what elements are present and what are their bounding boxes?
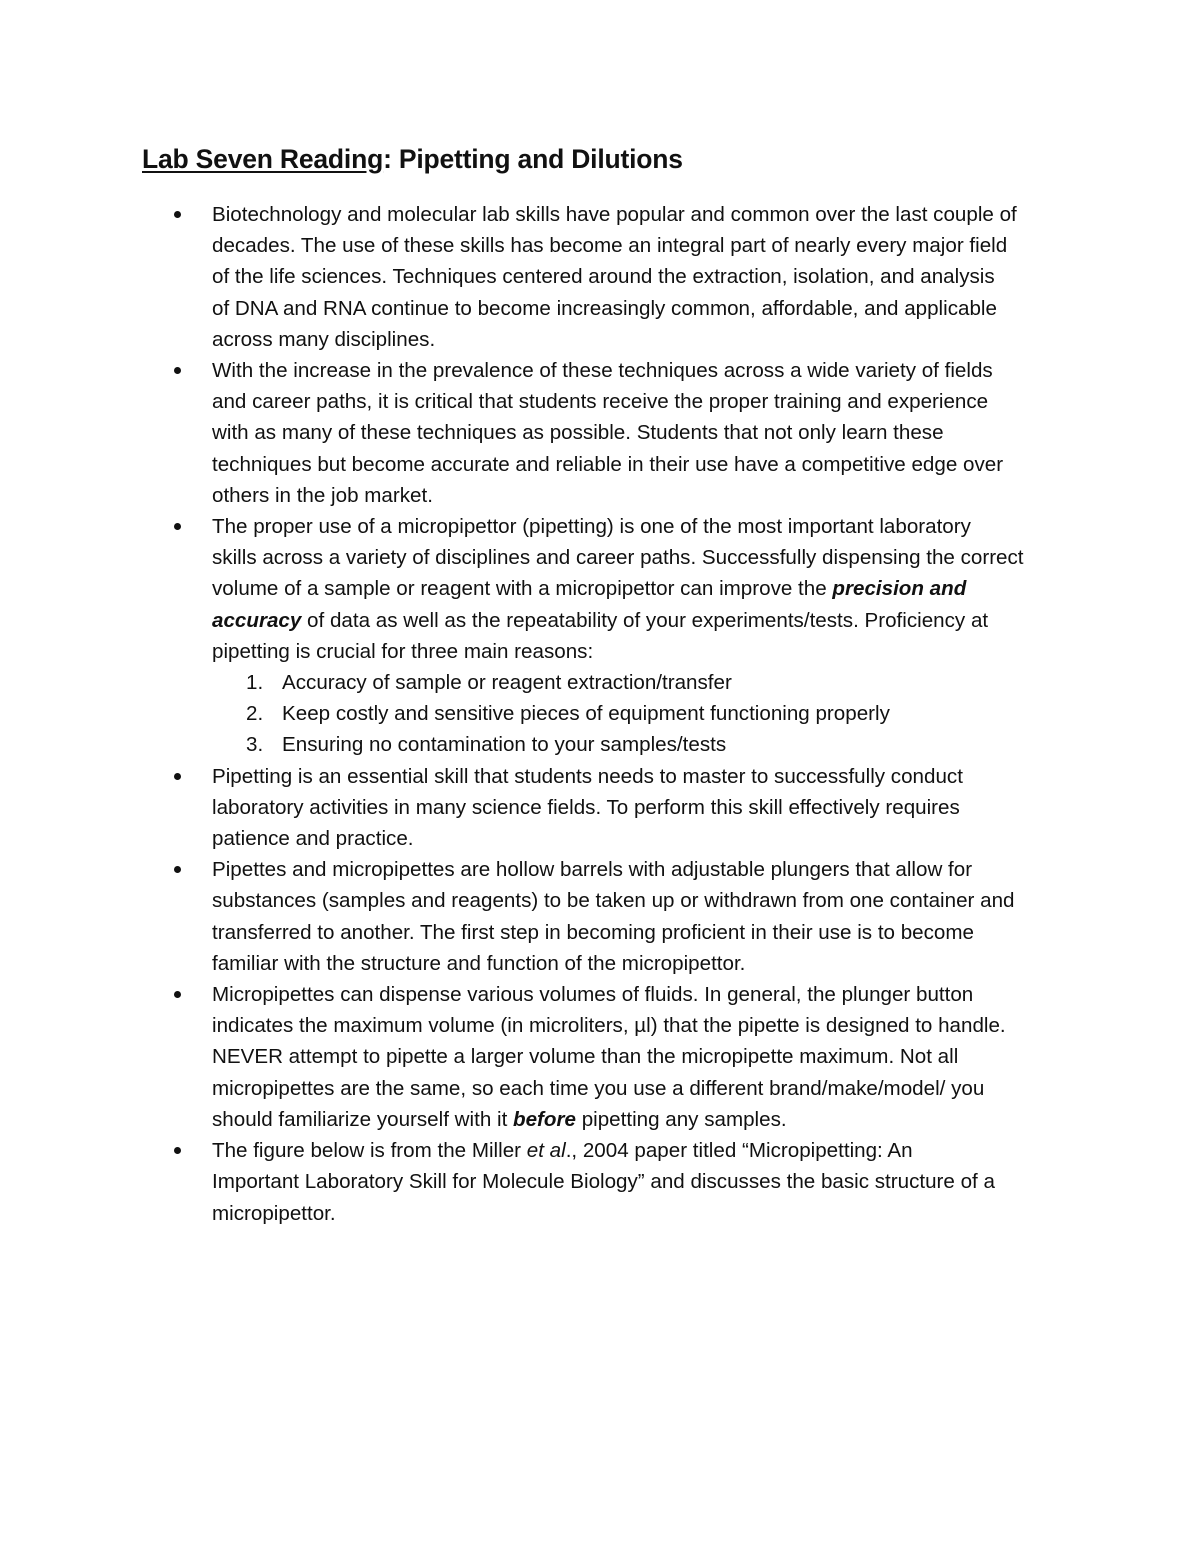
reason-number: 3. <box>246 733 264 757</box>
reason-text: Ensuring no contamination to your samples/tests <box>282 733 727 757</box>
text-line: transferred to another. The first step in becoming proficient in their use is to become <box>212 920 974 944</box>
bullet-item <box>212 854 1092 979</box>
text-line: decades. The use of these skills has become an integral part of nearly every major field <box>212 234 1008 258</box>
text-line: NEVER attempt to pipette a larger volume than the micropipette maximum. Not all <box>212 1045 959 1069</box>
bullet-icon <box>174 773 181 780</box>
emphasis-text: precision and <box>832 577 967 601</box>
text-line: familiar with the structure and function of the micropipettor. <box>212 951 746 975</box>
page-title <box>142 144 683 175</box>
text-line: patience and practice. <box>212 827 414 851</box>
reason-text: Keep costly and sensitive pieces of equipment functioning properly <box>282 702 890 726</box>
bullet-item <box>212 355 1092 511</box>
emphasis-text: accuracy <box>212 608 302 632</box>
bullet-item <box>212 1135 1092 1229</box>
text-line: indicates the maximum volume (in microliters, µl) that the pipette is designed to handle. <box>212 1014 1006 1038</box>
text-line: With the increase in the prevalence of these techniques across a wide variety of fields <box>212 359 993 383</box>
reasons-list <box>212 667 1092 761</box>
bullet-icon <box>174 367 181 374</box>
text-line: Pipetting is an essential skill that students needs to master to successfully conduct <box>212 764 963 788</box>
text-line: micropipettor. <box>212 1201 336 1225</box>
text-run: volume of a sample or reagent with a micropipettor can improve the <box>212 577 833 601</box>
text-line: The proper use of a micropipettor (pipetting) is one of the most important laboratory <box>212 515 971 539</box>
bullet-icon <box>174 866 181 873</box>
text-line: others in the job market. <box>212 483 433 507</box>
text-run: of data as well as the repeatability of your experiments/tests. Proficiency at <box>301 608 989 632</box>
text-line <box>212 573 1092 604</box>
text-line: pipetting is crucial for three main reasons: <box>212 639 594 663</box>
reason-text: Accuracy of sample or reagent extraction/transfer <box>282 671 732 695</box>
text-line: skills across a variety of disciplines and career paths. Successfully dispensing the correct <box>212 546 1024 570</box>
emphasis-text: before <box>513 1107 576 1131</box>
text-line: Micropipettes can dispense various volumes of fluids. In general, the plunger button <box>212 983 974 1007</box>
bullet-item <box>212 761 1092 855</box>
text-line: with as many of these techniques as possible. Students that not only learn these <box>212 421 944 445</box>
reason-number: 1. <box>246 671 264 695</box>
text-line: techniques but become accurate and reliable in their use have a competitive edge over <box>212 452 1004 476</box>
reason-item <box>212 729 1092 760</box>
text-run: should familiarize yourself with it <box>212 1107 514 1131</box>
text-line <box>212 605 1092 636</box>
text-run: pipetting any samples. <box>575 1107 787 1131</box>
text-line: Pipettes and micropipettes are hollow barrels with adjustable plungers that allow for <box>212 858 973 882</box>
title-rest: : Pipetting and Dilutions <box>383 144 683 174</box>
text-line: Important Laboratory Skill for Molecule Biology” and discusses the basic structure of a <box>212 1170 995 1194</box>
title-underlined-part: Lab Seven Reading <box>142 144 384 174</box>
text-line: of DNA and RNA continue to become increasingly common, affordable, and applicable <box>212 296 997 320</box>
italic-text: et al <box>526 1139 566 1163</box>
bullet-icon <box>174 1147 181 1154</box>
text-line: of the life sciences. Techniques centered around the extraction, isolation, and analysis <box>212 265 995 289</box>
bullet-item <box>212 511 1092 761</box>
reason-item <box>212 667 1092 698</box>
bullet-icon <box>174 991 181 998</box>
bullet-icon <box>174 211 181 218</box>
reason-item <box>212 698 1092 729</box>
text-line <box>212 1135 1092 1166</box>
text-line: across many disciplines. <box>212 327 436 351</box>
bullet-list <box>212 199 1092 1229</box>
bullet-icon <box>174 523 181 530</box>
text-line <box>212 1104 1092 1135</box>
text-line: Biotechnology and molecular lab skills have popular and common over the last couple of <box>212 203 1017 226</box>
reason-number: 2. <box>246 702 264 726</box>
text-run: ., 2004 paper titled “Micropipetting: An <box>565 1139 913 1163</box>
bullet-item <box>212 199 1092 355</box>
text-run: The figure below is from the Miller <box>212 1139 527 1163</box>
text-line: substances (samples and reagents) to be taken up or withdrawn from one container and <box>212 889 1015 913</box>
text-line: laboratory activities in many science fields. To perform this skill effectively requires <box>212 795 960 819</box>
text-line: micropipettes are the same, so each time you use a different brand/make/model/ you <box>212 1076 985 1100</box>
bullet-item <box>212 979 1092 1135</box>
text-line: and career paths, it is critical that students receive the proper training and experience <box>212 390 989 414</box>
